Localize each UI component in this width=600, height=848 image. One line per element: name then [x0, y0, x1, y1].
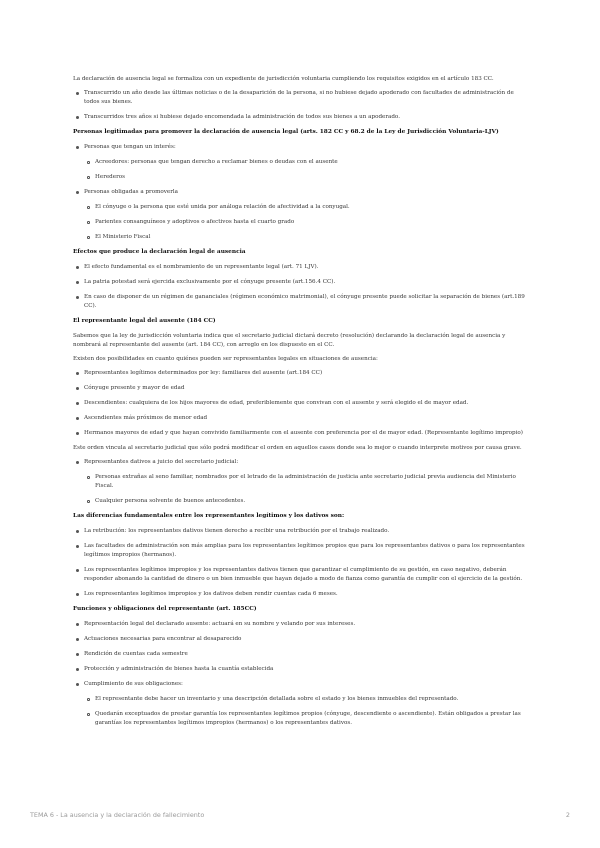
- sublist-item: El Ministerio Fiscal: [84, 233, 530, 242]
- list-item: En caso de disponer de un régimen de gananciales (régimen económico matrimonial), el cónyuge presente puede solicitar la separación de bienes (art.189 CC).: [73, 293, 530, 311]
- section-heading-diferencias: Las diferencias fundamentales entre los representantes legítimos y los dativos son:: [73, 513, 345, 519]
- list-item-text: Cumplimiento de sus obligaciones:: [84, 681, 183, 687]
- list-item: Actuaciones necesarias para encontrar al desaparecido: [73, 635, 530, 644]
- list-item: [73, 188, 530, 242]
- list-item: Las facultades de administración son más amplias para los representantes legítimos propios que para los representantes dativos o para los representantes legítimos impropios (hermanos).: [73, 542, 530, 560]
- sublist-item: Acreedores: personas que tengan derecho a reclamar bienes o deudas con el ausente: [84, 158, 530, 167]
- sublist-item: Cualquier persona solvente de buenos antecedentes.: [84, 497, 530, 506]
- list-item: Cónyuge presente y mayor de edad: [73, 384, 530, 393]
- list-item: Ascendientes más próximos de menor edad: [73, 414, 530, 423]
- sublist: [84, 695, 530, 728]
- section-heading-representante: El representante legal del ausente (184 CC): [73, 318, 216, 324]
- representantes-list: [73, 369, 530, 438]
- section-heading-efectos: Efectos que produce la declaración legal de ausencia: [73, 249, 246, 255]
- dativos-list: [73, 458, 530, 506]
- sublist-item: Herederos: [84, 173, 530, 182]
- list-item: [73, 143, 530, 182]
- list-item: Transcurrido un año desde las últimas noticias o de la desaparición de la persona, si no hubiese dejado apoderado con facultades de administración de todos sus bienes.: [73, 89, 530, 107]
- page-number: 2: [565, 811, 570, 819]
- sublist: [84, 473, 530, 506]
- funciones-list: [73, 620, 530, 728]
- sublist: [84, 158, 530, 182]
- list-item: La patria potestad será ejercida exclusivamente por el cónyuge presente (art.156.4 CC).: [73, 278, 530, 287]
- list-item: Hermanos mayores de edad y que hayan convivido familiarmente con el ausente con preferencia por el de mayor edad. (Representante legítimo impropio): [73, 429, 530, 438]
- list-item: Representación legal del declarado ausente: actuará en su nombre y velando por sus intereses.: [73, 620, 530, 629]
- list-item: La retribución: los representantes dativos tienen derecho a recibir una retribución por el trabajo realizado.: [73, 527, 530, 536]
- paragraph: Sabemos que la ley de jurisdicción voluntaria indica que el secretario judicial dictará decreto (resolución) declarando la declaración legal de ausencia y nombrará al representante del ausente (art. 184 CC), con arreglo en los dispuesto en el CC.: [73, 333, 506, 348]
- paragraph: Existen dos posibilidades en cuanto quiénes pueden ser representantes legales en situaciones de ausencia:: [73, 356, 378, 362]
- list-item: Los representantes legítimos impropios y los dativos deben rendir cuentas cada 6 meses.: [73, 590, 530, 599]
- sublist-item: Personas extrañas al seno familiar, nombrados por el letrado de la administración de justicia ante secretario judicial previa audiencia del Ministerio Fiscal.: [84, 473, 530, 491]
- efectos-list: [73, 263, 530, 311]
- list-item: Los representantes legítimos impropios y los representantes dativos tienen que garantizar el cumplimiento de su gestión, en caso negativo, deberán responder abonando la cantidad de dinero o un bien inmueble que hayan dejado a modo de fianza como garantía de cumplir con el ejercicio de la gestión.: [73, 566, 530, 584]
- intro-paragraph: La declaración de ausencia legal se formaliza con un expediente de jurisdicción voluntaria cumpliendo los requisitos exigidos en el artículo 183 CC.: [73, 76, 494, 82]
- list-item-text: Personas que tengan un interés:: [84, 144, 176, 150]
- list-item: El efecto fundamental es el nombramiento de un representante legal (art. 71 LJV).: [73, 263, 530, 272]
- section-heading-legitimadas: Personas legitimadas para promover la declaración de ausencia legal (arts. 182 CC y 68.2 de la Ley de Jurisdicción Voluntaria-LJV): [73, 129, 499, 135]
- sublist-item: Parientes consanguíneos y adoptivos o afectivos hasta el cuarto grado: [84, 218, 530, 227]
- section-heading-funciones: Funciones y obligaciones del representante (art. 185CC): [73, 606, 257, 612]
- footer-title: TEMA 6 - La ausencia y la declaración de fallecimiento: [30, 811, 205, 819]
- list-item: [73, 680, 530, 728]
- sublist-item: El cónyuge o la persona que esté unida por análoga relación de afectividad a la conyugal.: [84, 203, 530, 212]
- list-item: Rendición de cuentas cada semestre: [73, 650, 530, 659]
- paragraph: Este orden vincula al secretario judicial que sólo podrá modificar el orden en aquellos casos donde sea lo mejor o cuando interprete motivos por causa grave.: [73, 445, 522, 451]
- list-item-text: Representantes dativos a juicio del secretario judicial:: [84, 459, 239, 465]
- sublist-item: Quedarán exceptuados de prestar garantía los representantes legítimos propios (cónyuge, descendiente o ascendiente). Están obligados a prestar las garantías los representantes legítimos impropios (hermanos) o los representantes dativos.: [84, 710, 530, 728]
- list-item: Transcurridos tres años si hubiese dejado encomendada la administración de todos sus bienes a un apoderado.: [73, 113, 530, 122]
- intro-list: [73, 89, 530, 122]
- page-footer: [30, 811, 570, 819]
- list-item: Descendientes: cualquiera de los hijos mayores de edad, preferiblemente que convivan con el ausente y será elegido el de mayor edad.: [73, 399, 530, 408]
- list-item: Protección y administración de bienes hasta la cuantía establecida: [73, 665, 530, 674]
- list-item: Representantes legítimos determinados por ley: familiares del ausente (art.184 CC): [73, 369, 530, 378]
- sublist: [84, 203, 530, 242]
- list-item: [73, 458, 530, 506]
- diferencias-list: [73, 527, 530, 599]
- legitimadas-list: [73, 143, 530, 242]
- list-item-text: Personas obligadas a promoverla: [84, 189, 179, 195]
- sublist-item: El representante debe hacer un inventario y una descripción detallada sobre el estado y los bienes inmuebles del representado.: [84, 695, 530, 704]
